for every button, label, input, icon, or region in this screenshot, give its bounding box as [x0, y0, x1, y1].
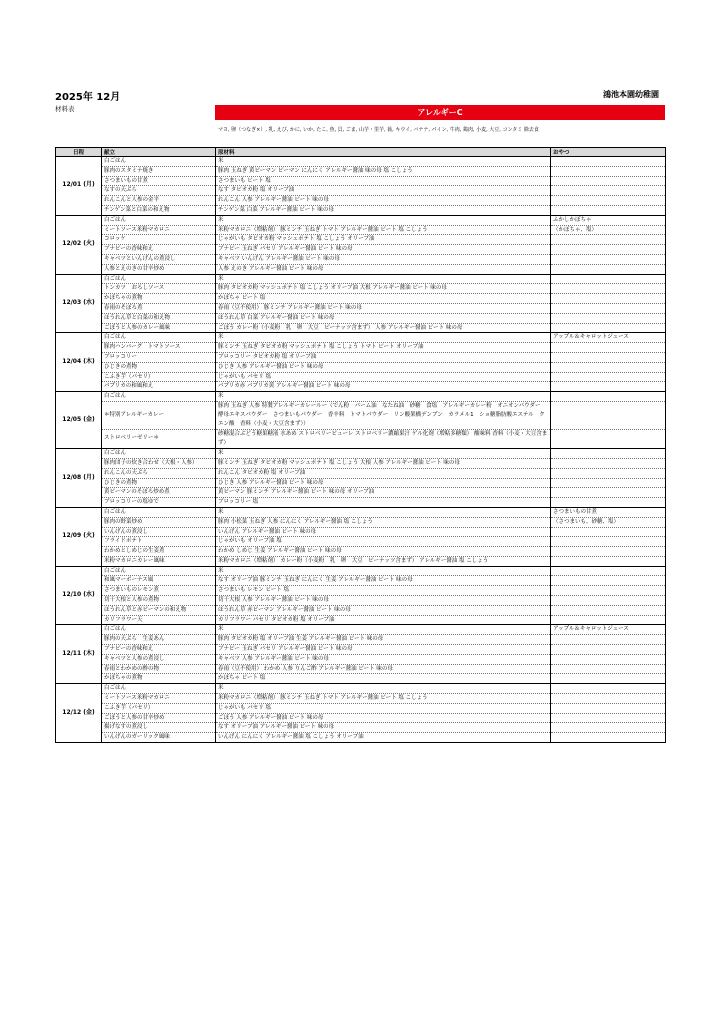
menu-item: かぼちゃの煮物 [102, 294, 216, 304]
table-row [56, 645, 666, 655]
ingredient-cell: ブロッコリー 塩 [216, 498, 551, 508]
table-row [56, 517, 666, 527]
menu-item: ごぼうと人参のカレー風味 [102, 323, 216, 333]
menu-item: ブロッコリーの塩ゆで [102, 498, 216, 508]
menu-item: 白ごはん [102, 392, 216, 402]
ingredient-cell: ブナピー 玉ねぎ パセリ アレルギー醤油 ビート 味の母 [216, 245, 551, 255]
table-row [56, 303, 666, 313]
menu-item: コロッケ [102, 235, 216, 245]
menu-item: れんこんの天ぷら [102, 468, 216, 478]
table-row [56, 382, 666, 392]
ingredient-cell: かぼちゃ ビート 塩 [216, 294, 551, 304]
table-row [56, 274, 666, 284]
table-row [56, 458, 666, 468]
menu-item: 豚肉の野菜炒め [102, 517, 216, 527]
menu-item: チンゲン菜と白菜の和え物 [102, 205, 216, 215]
ingredient-cell: 豚肉 タピオカ粉 塩 オリーブ油 生姜 アレルギー醤油 ビート 味の母 [216, 635, 551, 645]
snack-cell [551, 205, 666, 215]
snack-cell [551, 576, 666, 586]
snack-cell [551, 498, 666, 508]
ingredient-cell: なす タピオカ粉 塩 オリーブ油 [216, 186, 551, 196]
table-row [56, 186, 666, 196]
ingredient-cell: 豚肉 タピオカ粉 マッシュポテト 塩 こしょう オリーブ油 大根 アレルギー醤油 ビート 味の母 [216, 284, 551, 294]
menu-item: ほうれん草と白菜の和え物 [102, 313, 216, 323]
table-row [56, 157, 666, 167]
menu-item: ブロッコリー [102, 352, 216, 362]
ingredient-cell: かぼちゃ ビート 塩 [216, 674, 551, 684]
menu-item: パプリカの和風和え [102, 382, 216, 392]
ingredient-cell: 豚肉 小松菜 玉ねぎ 人参 にんにく アレルギー醤油 塩 こしょう [216, 517, 551, 527]
table-row [56, 664, 666, 674]
table-row [56, 176, 666, 186]
menu-table-body [56, 157, 666, 743]
snack-cell [551, 448, 666, 458]
snack-cell [551, 303, 666, 313]
snack-cell [551, 401, 666, 429]
menu-item: こふき芋（パセリ） [102, 703, 216, 713]
menu-item: ミートソース米粉マカロニ [102, 694, 216, 704]
ingredient-cell: さつまいも ビート 塩 [216, 176, 551, 186]
table-row [56, 488, 666, 498]
ingredient-cell: じゃがいも パセリ 塩 [216, 372, 551, 382]
ingredient-cell: 砂糖混合ぶどう糖果糖液 水あめ ストロベリーピューレ ストロベリー濃縮果汁 ゲル化剤（増粘多糖類） 酸味料 香料（小麦・大豆含まず） [216, 429, 551, 448]
ingredient-cell: 米 [216, 625, 551, 635]
menu-item: わかめとしめじの生姜煮 [102, 547, 216, 557]
table-row [56, 527, 666, 537]
snack-cell: アップル＆キャロットジュース [551, 333, 666, 343]
snack-cell [551, 733, 666, 743]
menu-item: トンカツ おろしソース [102, 284, 216, 294]
menu-item: さつまいものレモン煮 [102, 586, 216, 596]
menu-table [55, 147, 666, 743]
snack-cell [551, 694, 666, 704]
ingredient-cell: ごぼう カレー粉（小麦粉 乳 卵 大豆 ピーナッツ含まず） 人参 アレルギー醤油 ビート 味の母 [216, 323, 551, 333]
snack-cell [551, 556, 666, 566]
snack-cell: アップル＆キャロットジュース [551, 625, 666, 635]
snack-cell [551, 684, 666, 694]
snack-cell [551, 703, 666, 713]
table-row [56, 392, 666, 402]
table-header-row [56, 148, 666, 157]
menu-item: 白ごはん [102, 625, 216, 635]
snack-cell [551, 343, 666, 353]
snack-cell [551, 566, 666, 576]
ingredient-cell: 人参 えのき アレルギー醤油 ビート 味の母 [216, 264, 551, 274]
menu-item: 白ごはん [102, 566, 216, 576]
day-date: 12/03 (水) [56, 274, 102, 333]
header-date: 日程 [56, 148, 102, 157]
ingredient-cell: パプリカ赤 パプリカ黄 アレルギー醤油 ビート 味の母 [216, 382, 551, 392]
ingredient-cell: ブナピー 玉ねぎ パセリ アレルギー醤油 ビート 味の母 [216, 645, 551, 655]
ingredient-cell: カリフラワー パセリ タピオカ粉 塩 オリーブ油 [216, 615, 551, 625]
table-row [56, 468, 666, 478]
table-row [56, 507, 666, 517]
snack-cell [551, 605, 666, 615]
snack-cell [551, 274, 666, 284]
snack-cell [551, 664, 666, 674]
ingredient-cell: じゃがいも タピオカ粉 マッシュポテト 塩 こしょう オリーブ油 [216, 235, 551, 245]
ingredient-cell: キャベツ 人参 アレルギー醤油 ビート 味の母 [216, 654, 551, 664]
title-row [55, 88, 665, 102]
snack-cell [551, 547, 666, 557]
menu-item: れんこんと人参の金平 [102, 196, 216, 206]
ingredient-cell: 米 [216, 157, 551, 167]
snack-cell [551, 372, 666, 382]
snack-cell [551, 537, 666, 547]
ingredient-cell: 米 [216, 684, 551, 694]
ingredient-cell: 米粉マカロニ（増粘剤） カレー粉（小麦粉 乳 卵 大豆 ピーナッツ含まず） アレルギー醤油 塩 こしょう [216, 556, 551, 566]
snack-cell [551, 254, 666, 264]
ingredient-cell: わかめ しめじ 生姜 アレルギー醤油 ビート 味の母 [216, 547, 551, 557]
snack-cell [551, 392, 666, 402]
menu-item: 豚肉の天ぷら 生姜あん [102, 635, 216, 645]
snack-cell [551, 645, 666, 655]
day-date: 12/10 (水) [56, 566, 102, 625]
table-row [56, 713, 666, 723]
menu-item: ストロベリーゼリー＊ [102, 429, 216, 448]
menu-item: キャベツといんげんの煮浸し [102, 254, 216, 264]
ingredient-cell: 米 [216, 215, 551, 225]
ingredient-cell: 米 [216, 392, 551, 402]
ingredient-cell: ブロッコリー タピオカ粉 塩 オリーブ油 [216, 352, 551, 362]
menu-item: 豚肉ハンバーグ トマトソース [102, 343, 216, 353]
snack-cell [551, 166, 666, 176]
menu-item: 白ごはん [102, 157, 216, 167]
menu-item: 白ごはん [102, 333, 216, 343]
ingredient-cell: じゃがいも オリーブ油 塩 [216, 537, 551, 547]
ingredient-cell: 春雨（豆不使用） わかめ 人参 りんご酢 アレルギー醤油 ビート 味の母 [216, 664, 551, 674]
snack-cell [551, 586, 666, 596]
snack-cell [551, 723, 666, 733]
header-menu: 献立 [102, 148, 216, 157]
menu-item: 揚げなすの煮浸し [102, 723, 216, 733]
table-row [56, 586, 666, 596]
menu-item: 豚肉団子の炊き合わせ（大根・人参） [102, 458, 216, 468]
ingredient-cell: ほうれん草 赤ピーマン アレルギー醤油 ビート 味の母 [216, 605, 551, 615]
ingredient-cell: 切干大根 人参 アレルギー醤油 ビート 味の母 [216, 596, 551, 606]
menu-item: こふき芋（パセリ） [102, 372, 216, 382]
table-row [56, 196, 666, 206]
table-row [56, 205, 666, 215]
menu-item: いんげんの煮浸し [102, 527, 216, 537]
ingredient-cell: なす オリーブ油 豚ミンチ 玉ねぎ にんにく 生姜 アレルギー醤油 ビート 味の母 [216, 576, 551, 586]
table-row [56, 703, 666, 713]
day-date: 12/04 (木) [56, 333, 102, 392]
table-row [56, 343, 666, 353]
snack-cell [551, 478, 666, 488]
menu-item: 豚肉のスタミナ焼き [102, 166, 216, 176]
table-row [56, 625, 666, 635]
document-page [55, 88, 665, 741]
table-row [56, 323, 666, 333]
table-row [56, 537, 666, 547]
snack-cell [551, 596, 666, 606]
menu-item: カリフラワー天 [102, 615, 216, 625]
ingredient-cell: れんこん タピオカ粉 塩 オリーブ油 [216, 468, 551, 478]
menu-item: ひじきの煮物 [102, 478, 216, 488]
table-row [56, 294, 666, 304]
table-row [56, 362, 666, 372]
day-date: 12/01 (月) [56, 157, 102, 216]
snack-cell [551, 352, 666, 362]
table-row [56, 254, 666, 264]
menu-item: ごぼうと人参の甘辛炒め [102, 713, 216, 723]
table-row [56, 635, 666, 645]
ingredient-cell: 米 [216, 274, 551, 284]
snack-cell [551, 313, 666, 323]
ingredient-cell: チンゲン菜 白菜 アレルギー醤油 ビート 味の母 [216, 205, 551, 215]
menu-item: ほうれん草と赤ピーマンの和え物 [102, 605, 216, 615]
ingredient-cell: 豚ミンチ 玉ねぎ タピオカ粉 マッシュポテト 塩 こしょう トマト ビート オリーブ油 [216, 343, 551, 353]
snack-cell [551, 362, 666, 372]
day-date: 12/09 (火) [56, 507, 102, 566]
menu-item: 白ごはん [102, 215, 216, 225]
snack-cell [551, 157, 666, 167]
table-row [56, 235, 666, 245]
menu-item: 春雨とわかめの酢の物 [102, 664, 216, 674]
menu-item: ブナピーの香味和え [102, 245, 216, 255]
ingredient-cell: キャベツ いんげん アレルギー醤油 ビート 味の母 [216, 254, 551, 264]
menu-item: かぼちゃの煮物 [102, 674, 216, 684]
snack-cell [551, 615, 666, 625]
table-row [56, 576, 666, 586]
snack-cell: （かぼちゃ、塩） [551, 225, 666, 235]
snack-cell [551, 284, 666, 294]
header-ingredients: 原材料 [216, 148, 551, 157]
ingredient-cell: ひじき 人参 アレルギー醤油 ビート 味の母 [216, 362, 551, 372]
header-snack: おやつ [551, 148, 666, 157]
day-date: 12/05 (金) [56, 392, 102, 449]
table-row [56, 605, 666, 615]
table-row [56, 372, 666, 382]
table-row [56, 215, 666, 225]
ingredient-cell: ひじき 人参 アレルギー醤油 ビート 味の母 [216, 478, 551, 488]
table-row [56, 723, 666, 733]
snack-cell [551, 294, 666, 304]
table-row [56, 566, 666, 576]
day-date: 12/12 (金) [56, 684, 102, 743]
snack-cell [551, 654, 666, 664]
menu-item: ミートソース米粉マカロニ [102, 225, 216, 235]
menu-item: ＊特別アレルギーカレー [102, 401, 216, 429]
table-row [56, 596, 666, 606]
table-row [56, 498, 666, 508]
menu-item: 白ごはん [102, 448, 216, 458]
ingredient-cell: 豚ミンチ 玉ねぎ タピオカ粉 マッシュポテト 塩 こしょう 大根 人参 アレルギー醤油 ビート 味の母 [216, 458, 551, 468]
menu-item: いんげんのガーリック風味 [102, 733, 216, 743]
ingredient-cell: 米 [216, 333, 551, 343]
ingredient-cell: ほうれん草 白菜 アレルギー醤油 ビート 味の母 [216, 313, 551, 323]
snack-cell [551, 527, 666, 537]
snack-cell [551, 468, 666, 478]
day-date: 12/11 (木) [56, 625, 102, 684]
table-row [56, 547, 666, 557]
ingredient-cell: 米 [216, 448, 551, 458]
menu-item: なすの天ぷら [102, 186, 216, 196]
snack-cell [551, 674, 666, 684]
ingredient-cell: 米 [216, 566, 551, 576]
menu-item: 白ごはん [102, 507, 216, 517]
ingredient-cell: 米粉マカロニ（増粘剤） 豚ミンチ 玉ねぎ トマト アレルギー醤油 ビート 塩 こしょう [216, 225, 551, 235]
menu-item: ひじきの煮物 [102, 362, 216, 372]
table-row [56, 225, 666, 235]
table-row [56, 694, 666, 704]
snack-cell [551, 713, 666, 723]
table-row [56, 684, 666, 694]
snack-cell [551, 429, 666, 448]
snack-cell [551, 458, 666, 468]
ingredient-cell: なす オリーブ油 アレルギー醤油 ビート 味の母 [216, 723, 551, 733]
day-date: 12/08 (月) [56, 448, 102, 507]
snack-cell [551, 176, 666, 186]
menu-item: 春雨のそぼろ煮 [102, 303, 216, 313]
table-row [56, 284, 666, 294]
table-row [56, 674, 666, 684]
ingredient-cell: じゃがいも パセリ 塩 [216, 703, 551, 713]
menu-item: 切干大根と人参の煮物 [102, 596, 216, 606]
ingredient-cell: れんこん 人参 アレルギー醤油 ビート 味の母 [216, 196, 551, 206]
menu-item: 和風マーボーナス風 [102, 576, 216, 586]
ingredient-cell: いんげん にんにく アレルギー醤油 塩 こしょう オリーブ油 [216, 733, 551, 743]
snack-cell: ふかしかぼちゃ [551, 215, 666, 225]
menu-item: フライドポテト [102, 537, 216, 547]
ingredient-cell: 黄ピーマン 豚ミンチ アレルギー醤油 ビート 味の母 オリーブ油 [216, 488, 551, 498]
ingredient-cell: さつまいも レモン ビート 塩 [216, 586, 551, 596]
table-row [56, 245, 666, 255]
table-row [56, 478, 666, 488]
menu-item: キャベツと人参の煮浸し [102, 654, 216, 664]
table-row [56, 313, 666, 323]
table-row [56, 429, 666, 448]
menu-item: 黄ピーマンのそぼろ炒め煮 [102, 488, 216, 498]
snack-cell [551, 264, 666, 274]
table-row [56, 654, 666, 664]
school-name: 鴻池本園幼稚園 [603, 90, 659, 99]
table-row [56, 448, 666, 458]
snack-cell: （さつまいも、砂糖、塩） [551, 517, 666, 527]
snack-cell [551, 235, 666, 245]
menu-item: 人参とえのきの甘辛炒め [102, 264, 216, 274]
menu-item: 白ごはん [102, 684, 216, 694]
snack-cell [551, 196, 666, 206]
ingredient-cell: 豚肉 玉ねぎ 人参 特製アレルギーカレールー（でん粉 パーム油 なたね油 砂糖 食塩 アレルギーカレー粉 オニオンパウダー 酵母エキスパウダー さつまいもパウダー 香辛料 トマトパウダー リン酸架橋デンプン カラメル1 ショ糖脂肪酸エステル クエン酸 香料（小麦・大豆含まず）） [216, 401, 551, 429]
table-row [56, 733, 666, 743]
menu-item: 米粉マカロニカレー風味 [102, 556, 216, 566]
menu-item: ブナピーの香味和え [102, 645, 216, 655]
table-row [56, 401, 666, 429]
table-row [56, 333, 666, 343]
snack-cell [551, 635, 666, 645]
document-subtitle: 材料表 [55, 105, 75, 113]
table-row [56, 556, 666, 566]
snack-cell [551, 382, 666, 392]
table-row [56, 352, 666, 362]
day-date: 12/02 (火) [56, 215, 102, 274]
ingredient-cell: 米 [216, 507, 551, 517]
ingredient-cell: 米粉マカロニ（増粘剤） 豚ミンチ 玉ねぎ トマト アレルギー醤油 ビート 塩 こしょう [216, 694, 551, 704]
snack-cell: さつまいもの甘煮 [551, 507, 666, 517]
table-row [56, 166, 666, 176]
allergen-list: マヨ, 卵（つなぎ×）, 乳, えび, かに, いか, たこ, 魚, 貝, ごま, 山芋・里芋, 蕎, キウイ, バナナ, パイン, 牛肉, 鶏肉, 小麦, 大豆, コンタミ 除去食 [218, 127, 539, 133]
ingredient-cell: ごぼう 人参 アレルギー醤油 ビート 味の母 [216, 713, 551, 723]
table-row [56, 264, 666, 274]
ingredient-cell: いんげん アレルギー醤油 ビート 味の母 [216, 527, 551, 537]
month-title: 2025年 12月 [55, 92, 121, 103]
ingredient-cell: 豚肉 玉ねぎ 黄ピーマン ピーマン にんにく アレルギー醤油 味の母 塩 こしょう [216, 166, 551, 176]
table-row [56, 615, 666, 625]
snack-cell [551, 323, 666, 333]
snack-cell [551, 245, 666, 255]
menu-item: 白ごはん [102, 274, 216, 284]
menu-item: さつまいもの甘煮 [102, 176, 216, 186]
allergy-banner: アレルギーC [215, 105, 665, 120]
snack-cell [551, 186, 666, 196]
ingredient-cell: 春雨（豆不使用） 豚ミンチ アレルギー醤油 ビート 味の母 [216, 303, 551, 313]
snack-cell [551, 488, 666, 498]
